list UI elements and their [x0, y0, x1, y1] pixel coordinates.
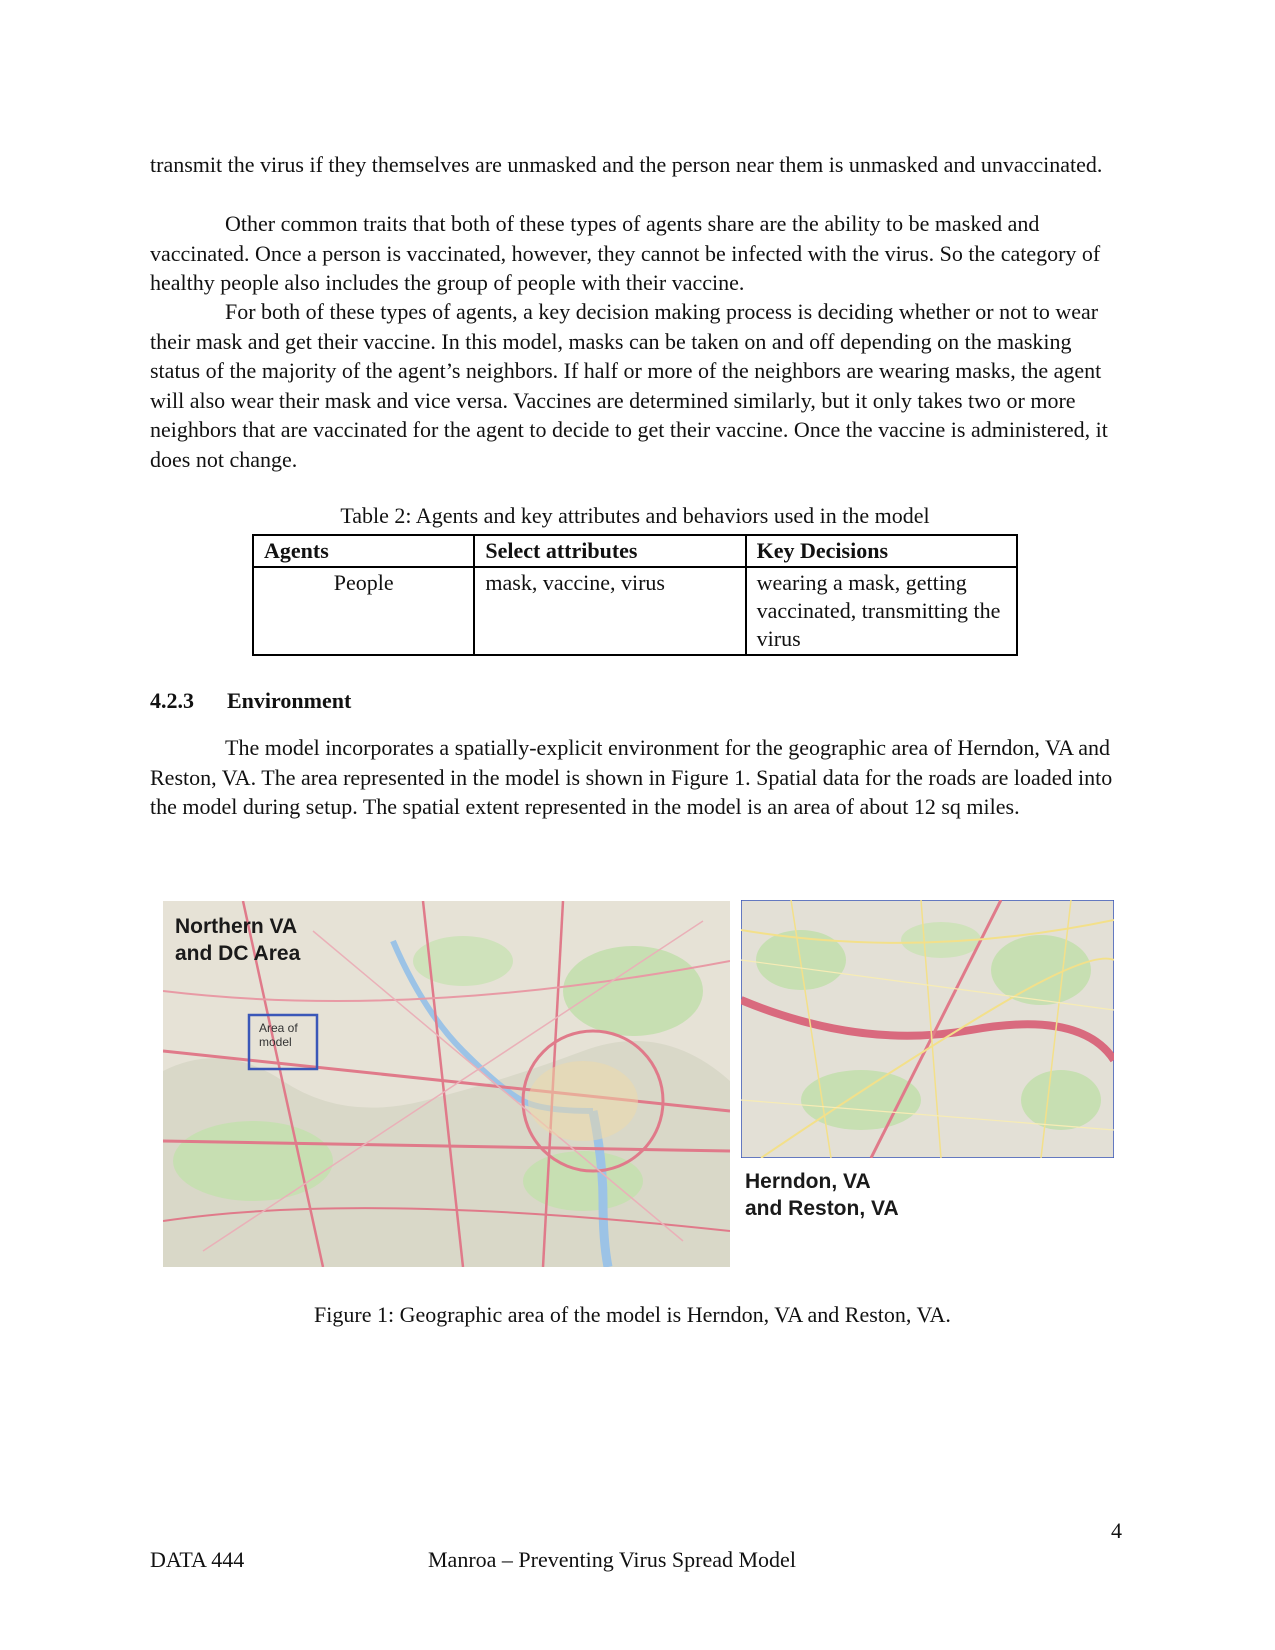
paragraph-continuation: transmit the virus if they themselves are unmasked and the person near them is unmasked and unvaccinated. [150, 152, 1103, 177]
table-cell-decisions: wearing a mask, getting vaccinated, transmitting the virus [746, 567, 1017, 655]
map-label-region [175, 913, 300, 967]
paragraph-environment: The model incorporates a spatially-explicit environment for the geographic area of Herndon, VA and Reston, VA. The area represented in the model is shown in Figure 1. Spatial data for the roads are loaded into the model during setup. The spatial extent represented in the model is an area of about 12 sq miles. [150, 735, 1113, 819]
table-header-attributes: Select attributes [474, 535, 745, 567]
map-label-herndon-line2: and Reston, VA [745, 1197, 899, 1220]
map-herndon-reston [741, 900, 1114, 1158]
map-label-herndon-reston [745, 1168, 899, 1222]
table-cell-agent: People [253, 567, 474, 655]
map-herndon-reston-graphic [741, 900, 1114, 1158]
map-label-area-line2: model [259, 1035, 292, 1049]
map-label-region-line2: and DC Area [175, 942, 301, 965]
page-number: 4 [1111, 1518, 1122, 1543]
section-number: 4.2.3 [150, 688, 194, 713]
table-header-row [253, 535, 1017, 567]
figure-caption: Figure 1: Geographic area of the model is Herndon, VA and Reston, VA. [314, 1302, 951, 1327]
map-label-region-line1: Northern VA [175, 915, 298, 938]
footer-course: DATA 444 [150, 1547, 245, 1572]
agents-table [252, 534, 1018, 656]
table-header-agents: Agents [253, 535, 474, 567]
table-caption: Table 2: Agents and key attributes and behaviors used in the model [340, 503, 930, 528]
map-label-area-of-model [259, 1021, 298, 1049]
paragraph-decision-process: For both of these types of agents, a key decision making process is deciding whether or not to wear their mask and get their vaccine. In this model, masks can be taken on and off depending on the masking status of the majority of the agent’s neighbors. If half or more of the neighbors are wearing masks, the agent will also wear their mask and vice versa. Vaccines are determined similarly, but it only takes two or more neighbors that are vaccinated for the agent to decide to get their vaccine. Once the vaccine is administered, it does not change. [150, 299, 1108, 472]
paragraph-agent-traits: Other common traits that both of these types of agents share are the ability to be masked and vaccinated. Once a person is vaccinated, however, they cannot be infected with the virus. So the category of healthy people also includes the group of people with their vaccine. [150, 211, 1101, 295]
footer-title: Manroa – Preventing Virus Spread Model [428, 1547, 796, 1572]
table-cell-attributes: mask, vaccine, virus [474, 567, 745, 655]
map-northern-va [163, 901, 730, 1267]
section-title: Environment [227, 688, 352, 713]
map-label-area-line1: Area of [259, 1021, 298, 1035]
map-label-herndon-line1: Herndon, VA [745, 1170, 871, 1193]
table-header-decisions: Key Decisions [746, 535, 1017, 567]
section-heading [150, 688, 351, 714]
table-row [253, 567, 1017, 655]
